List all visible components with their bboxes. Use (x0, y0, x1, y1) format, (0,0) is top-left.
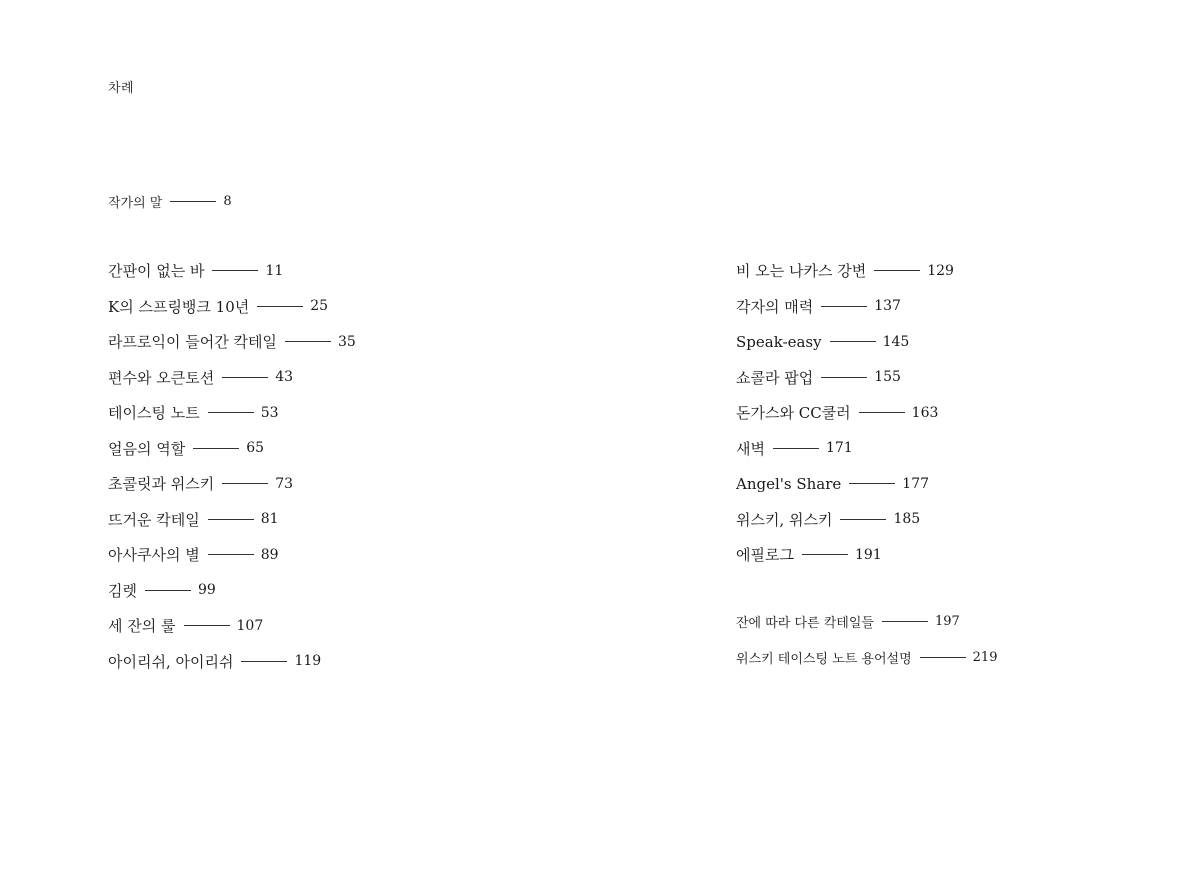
entry-page: 53 (260, 404, 279, 421)
entry-page: 107 (236, 617, 264, 634)
toc-entry[interactable] (108, 608, 356, 644)
entry-page: 185 (893, 511, 921, 528)
entry-label: 뜨거운 칵테일 (108, 510, 200, 529)
entry-label: 편수와 오큰토션 (108, 368, 215, 387)
entry-page: 129 (927, 262, 954, 279)
entry-page: 25 (310, 298, 329, 315)
toc-entry[interactable] (108, 431, 356, 467)
entry-page: 43 (275, 369, 294, 386)
leader-rule (849, 483, 895, 484)
leader-rule (241, 661, 287, 662)
entry-page: 197 (934, 613, 960, 629)
entry-page: 81 (260, 511, 279, 528)
leader-rule (212, 270, 258, 271)
leader-rule (193, 448, 239, 449)
entry-page: 177 (902, 475, 930, 492)
entry-label: 라프로익이 들어간 칵테일 (108, 333, 277, 352)
entry-page: 145 (882, 333, 910, 350)
entry-page: 65 (246, 440, 265, 457)
entry-label: Angel's Share (736, 474, 842, 493)
entry-label: Speak-easy (736, 332, 822, 351)
entry-label: 초콜릿과 위스키 (108, 475, 215, 494)
entry-label: 위스키 테이스팅 노트 용어설명 (736, 651, 912, 667)
toc-entry[interactable] (108, 324, 356, 360)
entry-label: 비 오는 나카스 강변 (736, 262, 867, 281)
entry-page: 73 (275, 475, 294, 492)
entry-page: 11 (265, 262, 284, 279)
toc-entry[interactable] (108, 502, 356, 538)
toc-entry[interactable] (736, 324, 954, 360)
entry-page: 191 (854, 546, 882, 563)
entry-page: 35 (337, 333, 356, 350)
toc-appendix (736, 603, 997, 675)
toc-entry[interactable] (108, 466, 356, 502)
entry-page: 137 (874, 298, 901, 315)
toc-entry[interactable] (736, 639, 997, 675)
leader-rule (285, 341, 331, 342)
entry-page: 89 (260, 546, 279, 563)
toc-entry[interactable] (108, 360, 356, 396)
entry-label: 세 잔의 룰 (108, 617, 176, 636)
entry-page: 8 (223, 194, 232, 210)
leader-rule (208, 519, 254, 520)
toc-entry[interactable] (108, 289, 356, 325)
entry-page: 155 (874, 369, 901, 386)
entry-label: 김렛 (108, 581, 137, 600)
leader-rule (882, 621, 928, 622)
entry-page: 119 (294, 653, 322, 670)
toc-entry[interactable] (736, 603, 997, 639)
entry-label: 테이스팅 노트 (108, 404, 200, 423)
toc-entry[interactable] (736, 502, 954, 538)
entry-label: 얼음의 역할 (108, 439, 186, 458)
toc-entry[interactable] (736, 360, 954, 396)
toc-entry[interactable] (736, 466, 954, 502)
toc-entry[interactable] (108, 395, 356, 431)
leader-rule (208, 412, 254, 413)
entry-label: 아사쿠사의 별 (108, 546, 200, 565)
toc-entry[interactable] (108, 573, 356, 609)
entry-label: 돈가스와 CC쿨러 (736, 404, 851, 423)
leader-rule (208, 554, 254, 555)
leader-rule (222, 377, 268, 378)
entry-page: 171 (825, 440, 853, 457)
leader-rule (859, 412, 905, 413)
leader-rule (170, 201, 216, 202)
toc-entry[interactable] (108, 644, 356, 680)
toc-entry[interactable] (736, 395, 954, 431)
leader-rule (184, 625, 230, 626)
leader-rule (222, 483, 268, 484)
leader-rule (840, 519, 886, 520)
entry-page: 163 (911, 404, 939, 421)
leader-rule (821, 377, 867, 378)
toc-entry[interactable] (736, 253, 954, 289)
entry-label: 아이리쉬, 아이리쉬 (108, 652, 234, 671)
toc-entry[interactable] (108, 537, 356, 573)
leader-rule (145, 590, 191, 591)
entry-label: 새벽 (736, 439, 765, 458)
entry-label: K의 스프링뱅크 10년 (108, 297, 250, 316)
toc-left-column (108, 253, 356, 679)
entry-page: 219 (972, 649, 998, 665)
entry-page: 99 (197, 582, 216, 599)
entry-label: 작가의 말 (108, 196, 163, 212)
leader-rule (821, 306, 867, 307)
toc-entry[interactable] (108, 253, 356, 289)
toc-entry-prologue[interactable] (108, 184, 232, 220)
leader-rule (802, 554, 848, 555)
leader-rule (874, 270, 920, 271)
leader-rule (257, 306, 303, 307)
leader-rule (920, 657, 966, 658)
entry-label: 간판이 없는 바 (108, 262, 205, 281)
toc-title: 차례 (108, 81, 135, 96)
toc-entry[interactable] (736, 537, 954, 573)
toc-right-column (736, 253, 954, 573)
entry-label: 각자의 매력 (736, 297, 814, 316)
entry-label: 잔에 따라 다른 칵테일들 (736, 615, 874, 631)
leader-rule (773, 448, 819, 449)
entry-label: 에필로그 (736, 546, 794, 565)
toc-entry[interactable] (736, 289, 954, 325)
entry-label: 위스키, 위스키 (736, 510, 833, 529)
leader-rule (830, 341, 876, 342)
entry-label: 쇼콜라 팝업 (736, 368, 814, 387)
toc-entry[interactable] (736, 431, 954, 467)
